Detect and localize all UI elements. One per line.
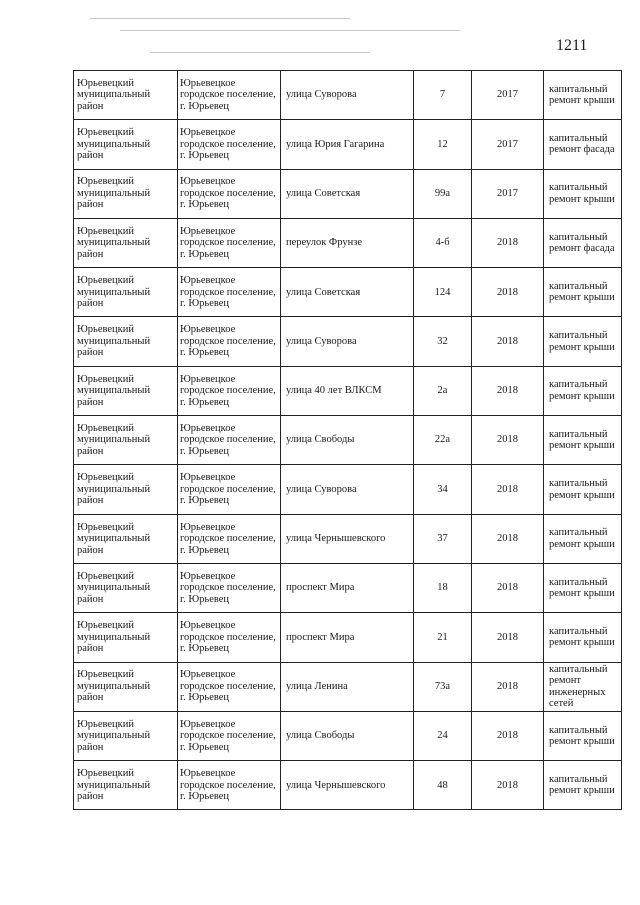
cell-house-number: 4-б [414, 218, 472, 267]
table-row [74, 613, 622, 662]
scan-noise [150, 52, 370, 53]
cell-work-type: капитальный ремонт крыши [544, 514, 622, 563]
cell-settlement: Юрьевецкое городское поселение, г. Юрьевец [178, 761, 281, 810]
cell-house-number: 32 [414, 317, 472, 366]
cell-year: 2017 [472, 71, 544, 120]
cell-street: улица Свободы [281, 416, 414, 465]
cell-street: переулок Фрунзе [281, 218, 414, 267]
cell-settlement: Юрьевецкое городское поселение, г. Юрьевец [178, 366, 281, 415]
scan-noise [120, 30, 460, 31]
cell-year: 2018 [472, 416, 544, 465]
cell-house-number: 2а [414, 366, 472, 415]
cell-year: 2018 [472, 514, 544, 563]
cell-work-type: капитальный ремонт крыши [544, 366, 622, 415]
cell-settlement: Юрьевецкое городское поселение, г. Юрьевец [178, 268, 281, 317]
housing-repair-table [73, 70, 622, 810]
cell-year: 2018 [472, 366, 544, 415]
cell-region: Юрьевецкий муниципальный район [74, 71, 178, 120]
cell-house-number: 21 [414, 613, 472, 662]
cell-house-number: 99а [414, 169, 472, 218]
cell-house-number: 12 [414, 120, 472, 169]
cell-region: Юрьевецкий муниципальный район [74, 761, 178, 810]
cell-work-type: капитальный ремонт крыши [544, 169, 622, 218]
cell-region: Юрьевецкий муниципальный район [74, 711, 178, 760]
cell-year: 2018 [472, 662, 544, 711]
cell-settlement: Юрьевецкое городское поселение, г. Юрьевец [178, 120, 281, 169]
cell-street: проспект Мира [281, 613, 414, 662]
table-row [74, 120, 622, 169]
cell-region: Юрьевецкий муниципальный район [74, 563, 178, 612]
table-row [74, 465, 622, 514]
cell-house-number: 7 [414, 71, 472, 120]
cell-work-type: капитальный ремонт крыши [544, 613, 622, 662]
cell-house-number: 124 [414, 268, 472, 317]
cell-house-number: 73а [414, 662, 472, 711]
scan-noise [90, 18, 350, 19]
cell-settlement: Юрьевецкое городское поселение, г. Юрьевец [178, 218, 281, 267]
table-row [74, 366, 622, 415]
cell-house-number: 24 [414, 711, 472, 760]
cell-region: Юрьевецкий муниципальный район [74, 416, 178, 465]
table-row [74, 514, 622, 563]
table-row [74, 218, 622, 267]
cell-work-type: капитальный ремонт инженерных сетей [544, 662, 622, 711]
cell-street: улица Суворова [281, 317, 414, 366]
cell-work-type: капитальный ремонт крыши [544, 268, 622, 317]
table-row [74, 662, 622, 711]
cell-work-type: капитальный ремонт крыши [544, 317, 622, 366]
cell-work-type: капитальный ремонт крыши [544, 761, 622, 810]
cell-street: улица Юрия Гагарина [281, 120, 414, 169]
table-body [74, 71, 622, 810]
cell-street: улица Советская [281, 169, 414, 218]
cell-year: 2018 [472, 711, 544, 760]
cell-work-type: капитальный ремонт крыши [544, 416, 622, 465]
cell-region: Юрьевецкий муниципальный район [74, 514, 178, 563]
cell-house-number: 34 [414, 465, 472, 514]
cell-settlement: Юрьевецкое городское поселение, г. Юрьевец [178, 711, 281, 760]
cell-work-type: капитальный ремонт фасада [544, 218, 622, 267]
table-row [74, 169, 622, 218]
cell-settlement: Юрьевецкое городское поселение, г. Юрьевец [178, 662, 281, 711]
cell-region: Юрьевецкий муниципальный район [74, 317, 178, 366]
cell-work-type: капитальный ремонт крыши [544, 465, 622, 514]
cell-house-number: 37 [414, 514, 472, 563]
cell-street: улица Свободы [281, 711, 414, 760]
cell-settlement: Юрьевецкое городское поселение, г. Юрьевец [178, 465, 281, 514]
table-row [74, 71, 622, 120]
cell-year: 2018 [472, 268, 544, 317]
cell-street: улица 40 лет ВЛКСМ [281, 366, 414, 415]
cell-region: Юрьевецкий муниципальный район [74, 662, 178, 711]
cell-house-number: 22а [414, 416, 472, 465]
cell-year: 2018 [472, 317, 544, 366]
cell-region: Юрьевецкий муниципальный район [74, 120, 178, 169]
cell-year: 2018 [472, 563, 544, 612]
cell-work-type: капитальный ремонт крыши [544, 563, 622, 612]
cell-settlement: Юрьевецкое городское поселение, г. Юрьевец [178, 613, 281, 662]
table-row [74, 563, 622, 612]
cell-settlement: Юрьевецкое городское поселение, г. Юрьевец [178, 169, 281, 218]
cell-region: Юрьевецкий муниципальный район [74, 465, 178, 514]
cell-region: Юрьевецкий муниципальный район [74, 366, 178, 415]
cell-region: Юрьевецкий муниципальный район [74, 613, 178, 662]
cell-year: 2017 [472, 120, 544, 169]
cell-settlement: Юрьевецкое городское поселение, г. Юрьевец [178, 514, 281, 563]
cell-year: 2017 [472, 169, 544, 218]
housing-repair-table-container [73, 70, 622, 810]
cell-region: Юрьевецкий муниципальный район [74, 268, 178, 317]
cell-settlement: Юрьевецкое городское поселение, г. Юрьевец [178, 317, 281, 366]
cell-year: 2018 [472, 761, 544, 810]
cell-street: улица Суворова [281, 465, 414, 514]
cell-street: улица Ленина [281, 662, 414, 711]
table-row [74, 711, 622, 760]
cell-region: Юрьевецкий муниципальный район [74, 218, 178, 267]
table-row [74, 317, 622, 366]
cell-settlement: Юрьевецкое городское поселение, г. Юрьевец [178, 416, 281, 465]
cell-year: 2018 [472, 218, 544, 267]
cell-house-number: 18 [414, 563, 472, 612]
cell-year: 2018 [472, 613, 544, 662]
cell-street: улица Суворова [281, 71, 414, 120]
cell-house-number: 48 [414, 761, 472, 810]
cell-settlement: Юрьевецкое городское поселение, г. Юрьевец [178, 71, 281, 120]
cell-year: 2018 [472, 465, 544, 514]
cell-work-type: капитальный ремонт фасада [544, 120, 622, 169]
table-row [74, 268, 622, 317]
cell-work-type: капитальный ремонт крыши [544, 711, 622, 760]
table-row [74, 416, 622, 465]
cell-settlement: Юрьевецкое городское поселение, г. Юрьевец [178, 563, 281, 612]
page-number: 1211 [556, 37, 588, 54]
cell-street: проспект Мира [281, 563, 414, 612]
table-row [74, 761, 622, 810]
cell-street: улица Советская [281, 268, 414, 317]
cell-region: Юрьевецкий муниципальный район [74, 169, 178, 218]
cell-street: улица Чернышевского [281, 514, 414, 563]
cell-street: улица Чернышевского [281, 761, 414, 810]
cell-work-type: капитальный ремонт крыши [544, 71, 622, 120]
